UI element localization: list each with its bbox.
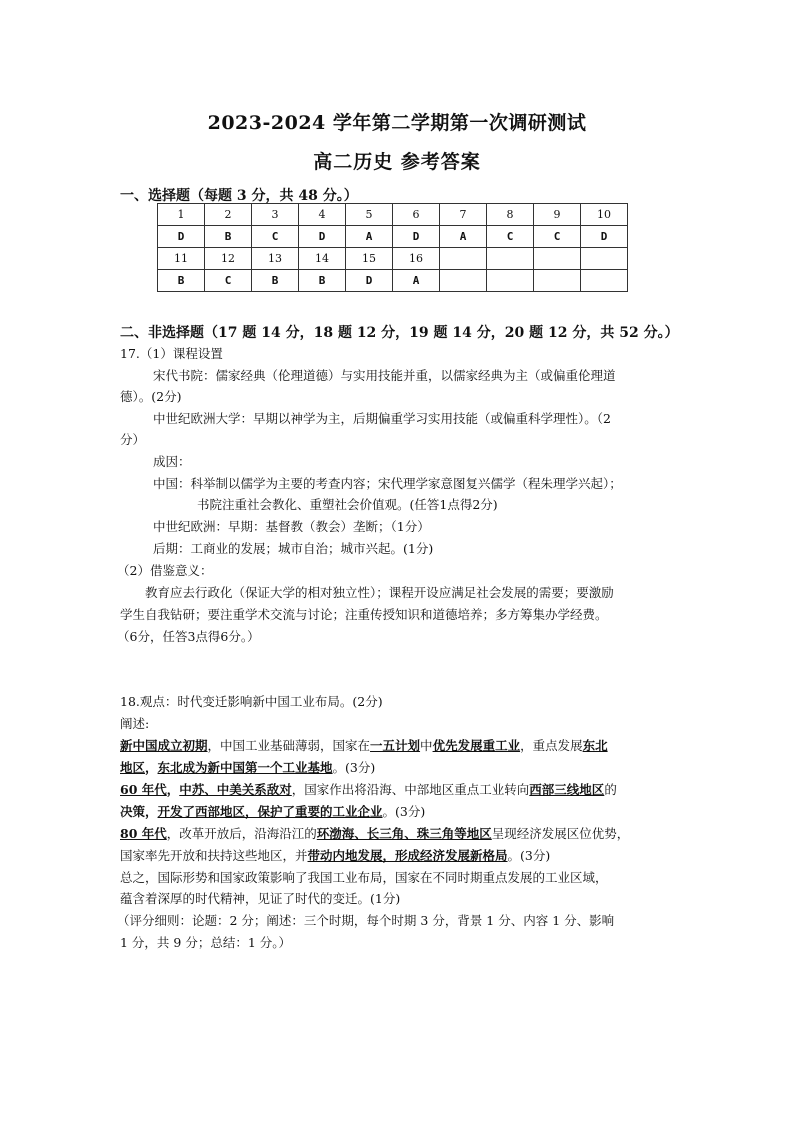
table-row xyxy=(158,270,628,292)
plain-text: ，国家作出将沿海、中部地区重点工业转向 xyxy=(291,782,530,797)
table-cell: 6 xyxy=(393,204,440,226)
table-cell: 10 xyxy=(581,204,628,226)
emphasis-text: 80 年代 xyxy=(120,826,167,841)
emphasis-text: 东北成为新中国第一个工业基地 xyxy=(157,760,333,775)
table-row xyxy=(158,248,628,270)
emphasis-text: 环渤海、长三角、珠三角等地区 xyxy=(316,826,492,841)
plain-text: ，中国工业基础薄弱，国家在 xyxy=(207,738,371,753)
plain-text: 国家率先开放和扶持这些地区，并 xyxy=(120,848,308,863)
plain-text: 。(3分) xyxy=(332,760,376,775)
table-cell: D xyxy=(158,226,205,248)
table-row xyxy=(158,204,628,226)
plain-text: 。(3分) xyxy=(507,848,551,863)
emphasis-text: 优先发展重工业 xyxy=(432,738,521,753)
table-cell: 14 xyxy=(299,248,346,270)
table-cell xyxy=(487,270,534,292)
table-cell xyxy=(440,248,487,270)
table-cell: A xyxy=(440,226,487,248)
q17-line: 中世纪欧洲：早期：基督教（教会）垄断；（1分） xyxy=(153,519,430,534)
table-cell: B xyxy=(252,270,299,292)
table-cell: 2 xyxy=(205,204,252,226)
q18-line: （评分细则：论题：2 分；阐述：三个时期，每个时期 3 分，背景 1 分、内容 1 分、影响 xyxy=(117,913,615,928)
table-cell: 13 xyxy=(252,248,299,270)
plain-text: 中 xyxy=(420,738,433,753)
q17-line: 德）。(2分) xyxy=(120,389,182,404)
q17-line: 书院注重社会教化、重塑社会价值观。(任答1点得2分) xyxy=(197,497,498,512)
table-cell: D xyxy=(581,226,628,248)
q18-paragraph-2b xyxy=(120,804,425,820)
table-cell: 1 xyxy=(158,204,205,226)
section2-heading: 二、非选择题（17 题 14 分，18 题 12 分，19 题 14 分，20 题 12 分，共 52 分。） xyxy=(120,325,679,341)
table-cell: C xyxy=(534,226,581,248)
table-cell: C xyxy=(252,226,299,248)
q17-line: （6分，任答3点得6分。） xyxy=(117,629,260,644)
emphasis-text: 东北 xyxy=(582,738,608,753)
table-cell xyxy=(534,248,581,270)
table-cell: 3 xyxy=(252,204,299,226)
table-cell: C xyxy=(487,226,534,248)
table-cell: B xyxy=(158,270,205,292)
q18-paragraph-3b xyxy=(120,848,550,864)
plain-text: 的 xyxy=(604,782,617,797)
table-cell: 4 xyxy=(299,204,346,226)
q17-line: 分） xyxy=(120,432,146,447)
emphasis-text: 中苏、中美关系敌对 xyxy=(179,782,292,797)
table-cell xyxy=(581,270,628,292)
table-cell: 12 xyxy=(205,248,252,270)
emphasis-text: 60 年代 xyxy=(120,782,167,797)
q17-line: 教育应去行政化（保证大学的相对独立性）；课程开设应满足社会发展的需要；要激励 xyxy=(145,585,614,600)
q17-line: 17.（1）课程设置 xyxy=(120,346,223,361)
q17-line: 后期：工商业的发展；城市自治；城市兴起。(1分) xyxy=(153,541,434,556)
q18-line: 1 分，共 9 分；总结：1 分。） xyxy=(120,935,292,950)
table-cell: 9 xyxy=(534,204,581,226)
q18-paragraph-1a xyxy=(120,738,608,754)
table-cell: A xyxy=(346,226,393,248)
document-title: 2023-2024 学年第二学期第一次调研测试 xyxy=(207,112,587,134)
table-cell: B xyxy=(299,270,346,292)
table-cell: 15 xyxy=(346,248,393,270)
emphasis-text: 新中国成立初期 xyxy=(120,738,208,753)
q18-line: 阐述: xyxy=(120,716,150,731)
q17-line: 成因： xyxy=(153,454,191,469)
plain-text: ， xyxy=(145,760,158,775)
table-cell xyxy=(581,248,628,270)
table-cell: D xyxy=(346,270,393,292)
emphasis-text: 西部三线地区 xyxy=(529,782,605,797)
section1-heading: 一、选择题（每题 3 分，共 48 分。） xyxy=(120,188,358,204)
plain-text: 。(3分) xyxy=(382,804,426,819)
table-cell: D xyxy=(299,226,346,248)
emphasis-text: 地区 xyxy=(120,760,146,775)
table-cell xyxy=(440,270,487,292)
table-cell: 16 xyxy=(393,248,440,270)
plain-text: ，改革开放后，沿海沿江的 xyxy=(166,826,317,841)
plain-text: ，重点发展 xyxy=(520,738,583,753)
table-row xyxy=(158,226,628,248)
q17-line: 中世纪欧洲大学：早期以神学为主，后期偏重学习实用技能（或偏重科学理性）。（2 xyxy=(153,411,611,426)
q18-line: 蕴含着深厚的时代精神，见证了时代的变迁。(1分) xyxy=(120,891,401,906)
table-cell xyxy=(534,270,581,292)
q17-line: 中国：科举制以儒学为主要的考查内容；宋代理学家意图复兴儒学（程朱理学兴起）； xyxy=(153,476,622,491)
q18-line: 总之，国际形势和国家政策影响了我国工业布局，国家在不同时期重点发展的工业区域， xyxy=(120,870,608,885)
q18-paragraph-3a xyxy=(120,826,629,842)
table-cell: 7 xyxy=(440,204,487,226)
emphasis-text: 带动内地发展，形成经济发展新格局 xyxy=(307,848,508,863)
table-cell: B xyxy=(205,226,252,248)
plain-text: 呈现经济发展区位优势， xyxy=(491,826,630,841)
table-cell: D xyxy=(393,226,440,248)
table-cell xyxy=(487,248,534,270)
q18-paragraph-2a xyxy=(120,782,617,798)
plain-text: 决策， xyxy=(120,804,158,819)
q17-line: 学生自我钻研；要注重学术交流与讨论；注重传授知识和道德培养；多方筹集办学经费。 xyxy=(120,607,608,622)
q18-paragraph-1b xyxy=(120,760,375,776)
plain-text: ， xyxy=(166,782,180,797)
q18-line: 18.观点：时代变迁影响新中国工业布局。(2分) xyxy=(120,694,383,709)
table-cell: C xyxy=(205,270,252,292)
table-cell: 11 xyxy=(158,248,205,270)
table-cell: 8 xyxy=(487,204,534,226)
q17-line: 宋代书院：儒家经典（伦理道德）与实用技能并重，以儒家经典为主（或偏重伦理道 xyxy=(153,368,616,383)
table-cell: 5 xyxy=(346,204,393,226)
table-cell: A xyxy=(393,270,440,292)
q17-line: （2）借鉴意义： xyxy=(117,563,213,578)
document-subtitle: 高二历史 参考答案 xyxy=(313,151,481,173)
answer-table xyxy=(157,203,628,292)
emphasis-text: 一五计划 xyxy=(370,738,421,753)
emphasis-text: 开发了西部地区，保护了重要的工业企业 xyxy=(157,804,383,819)
